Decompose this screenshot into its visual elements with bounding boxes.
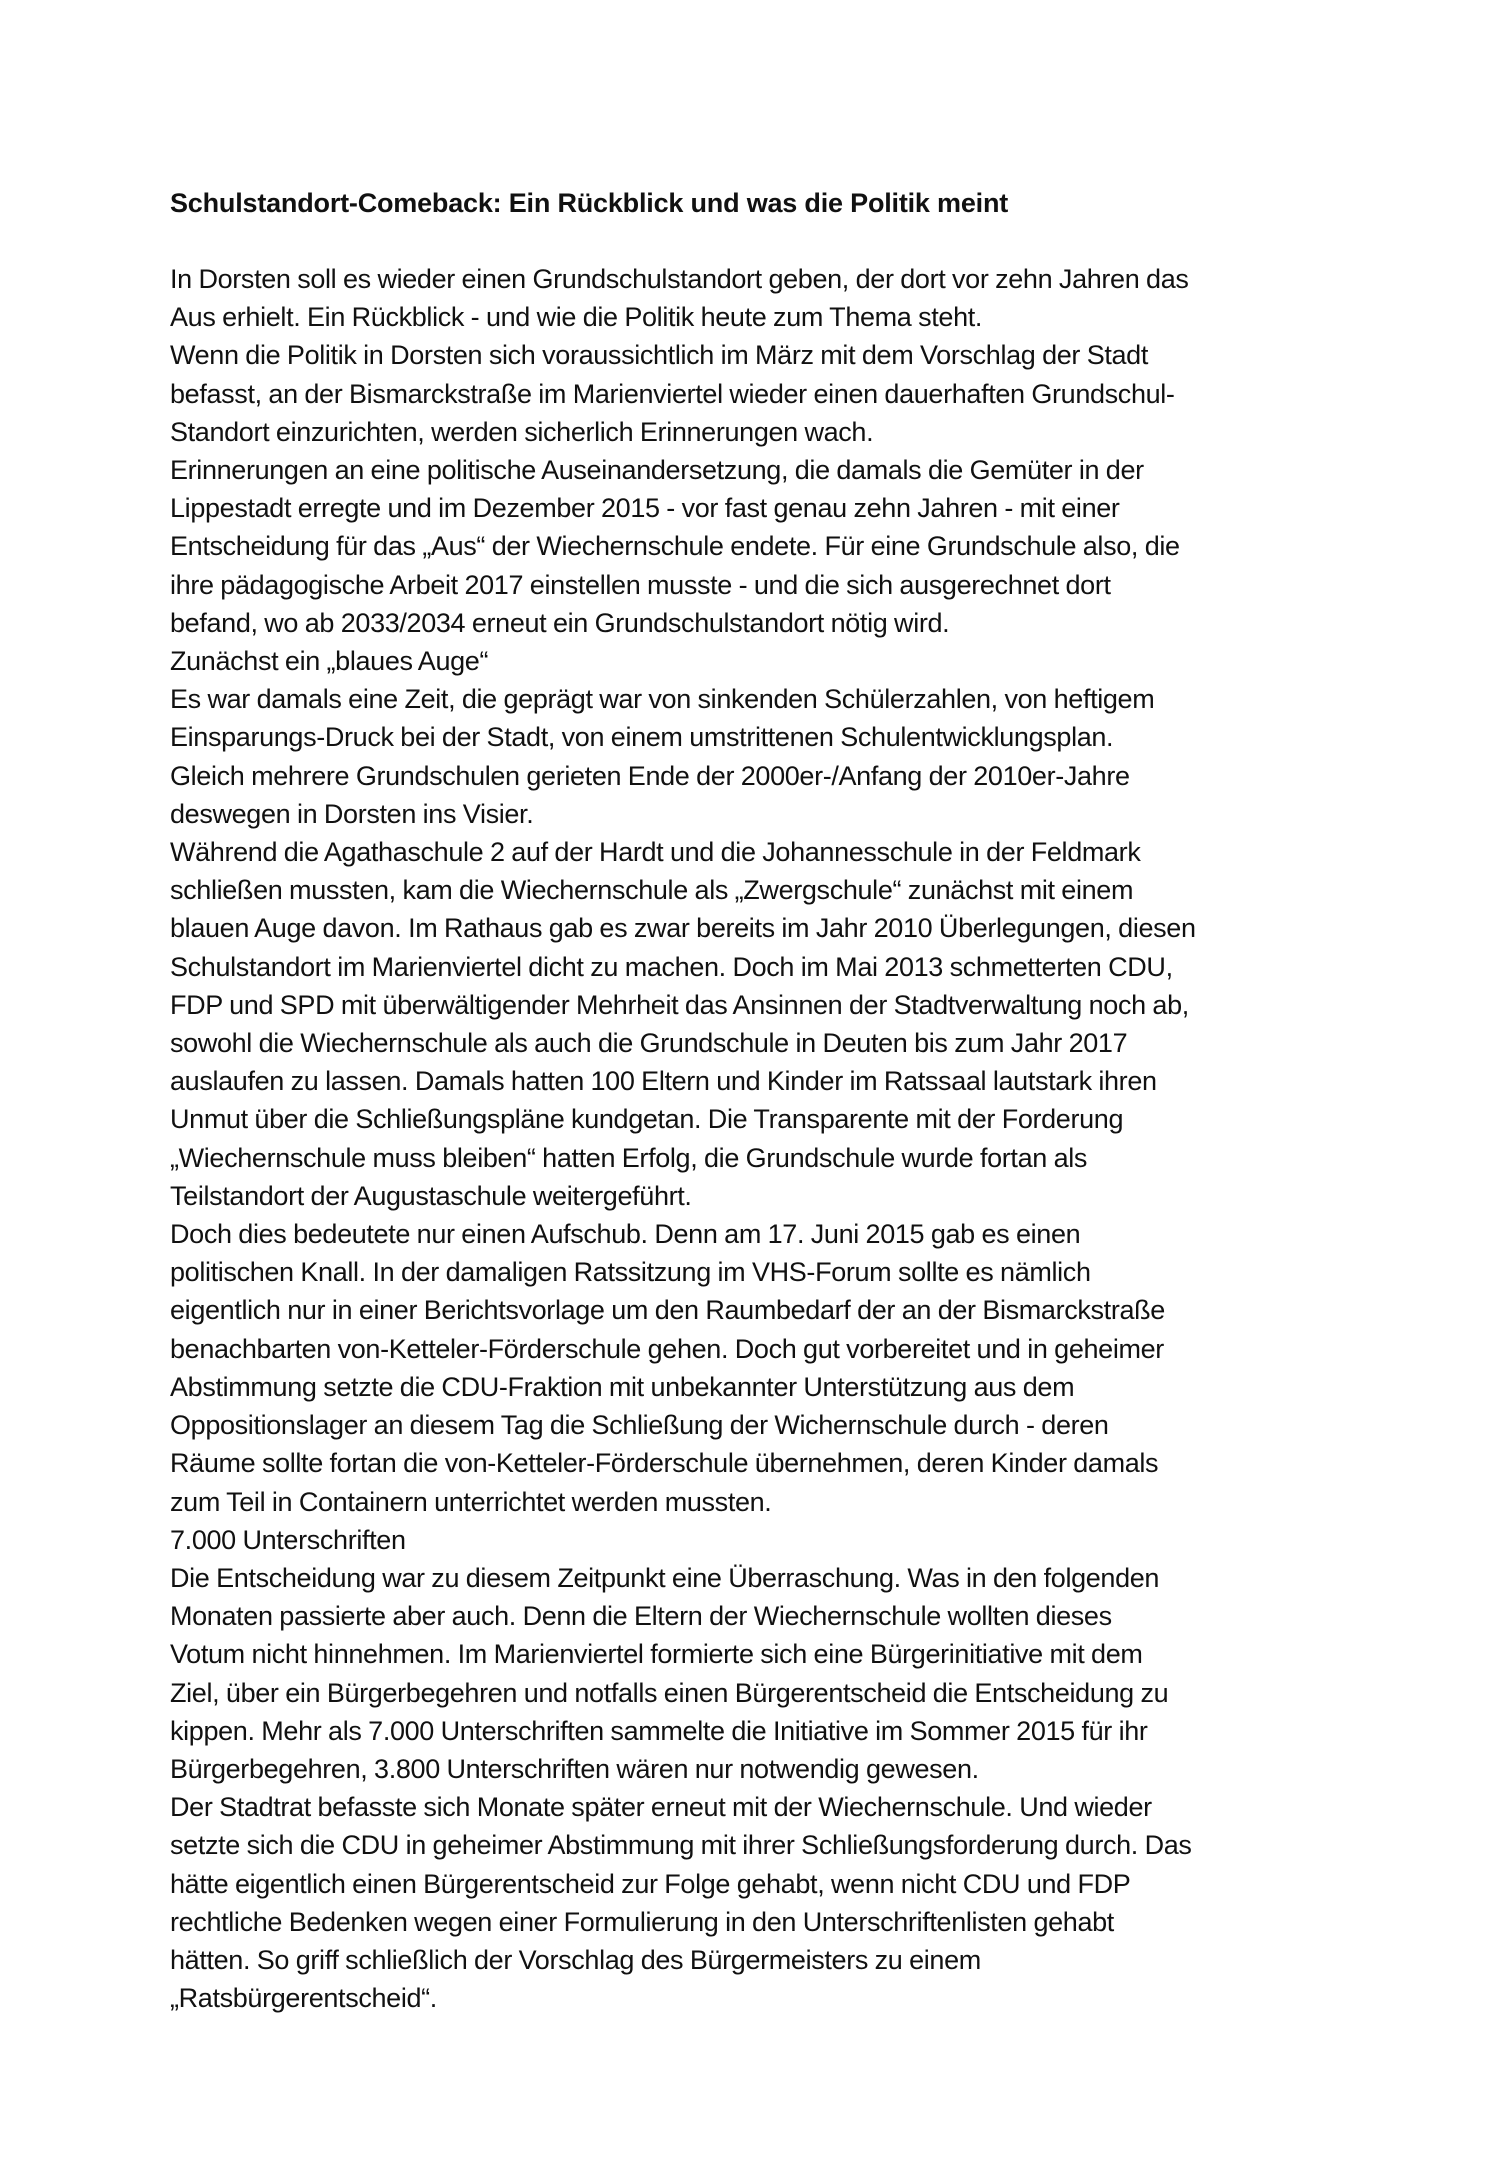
body-line: blauen Auge davon. Im Rathaus gab es zwar bereits im Jahr 2010 Überlegungen, diesen <box>170 913 1196 944</box>
body-line: auslaufen zu lassen. Damals hatten 100 Eltern und Kinder im Ratssaal lautstark ihren <box>170 1066 1157 1097</box>
body-line: Erinnerungen an eine politische Auseinandersetzung, die damals die Gemüter in der <box>170 455 1144 486</box>
body-line: Abstimmung setzte die CDU-Fraktion mit unbekannter Unterstützung aus dem <box>170 1371 1075 1402</box>
document-title: Schulstandort-Comeback: Ein Rückblick und was die Politik meint <box>170 188 1009 218</box>
body-line: hätte eigentlich einen Bürgerentscheid zur Folge gehabt, wenn nicht CDU und FDP <box>170 1868 1131 1899</box>
body-line: Teilstandort der Augustaschule weitergeführt. <box>170 1180 692 1211</box>
body-line: Wenn die Politik in Dorsten sich voraussichtlich im März mit dem Vorschlag der Stadt <box>170 340 1148 371</box>
body-line: Die Entscheidung war zu diesem Zeitpunkt eine Überraschung. Was in den folgenden <box>170 1562 1160 1593</box>
body-line: Doch dies bedeutete nur einen Aufschub. Denn am 17. Juni 2015 gab es einen <box>170 1219 1081 1250</box>
body-line: Zunächst ein „blaues Auge“ <box>170 646 489 677</box>
body-line: Votum nicht hinnehmen. Im Marienviertel formierte sich eine Bürgerinitiative mit dem <box>170 1639 1143 1670</box>
body-line: Der Stadtrat befasste sich Monate später erneut mit der Wiechernschule. Und wieder <box>170 1792 1152 1823</box>
body-line: Aus erhielt. Ein Rückblick - und wie die Politik heute zum Thema steht. <box>170 302 983 333</box>
body-line: kippen. Mehr als 7.000 Unterschriften sammelte die Initiative im Sommer 2015 für ihr <box>170 1715 1148 1746</box>
body-line: schließen mussten, kam die Wiechernschule als „Zwergschule“ zunächst mit einem <box>170 875 1134 906</box>
body-line: Bürgerbegehren, 3.800 Unterschriften wären nur notwendig gewesen. <box>170 1753 979 1784</box>
body-line: Unmut über die Schließungspläne kundgetan. Die Transparente mit der Forderung <box>170 1104 1124 1135</box>
body-line: setzte sich die CDU in geheimer Abstimmung mit ihrer Schließungsforderung durch. Das <box>170 1830 1192 1861</box>
body-line: befand, wo ab 2033/2034 erneut ein Grundschulstandort nötig wird. <box>170 607 950 638</box>
body-line: 7.000 Unterschriften <box>170 1524 406 1555</box>
body-line: „Ratsbürgerentscheid“. <box>170 1983 437 2014</box>
body-line: Lippestadt erregte und im Dezember 2015 - vor fast genau zehn Jahren - mit einer <box>170 493 1120 524</box>
body-line: Während die Agathaschule 2 auf der Hardt und die Johannesschule in der Feldmark <box>170 837 1141 868</box>
body-line: Einsparungs-Druck bei der Stadt, von einem umstrittenen Schulentwicklungsplan. <box>170 722 1114 753</box>
body-line: „Wiechernschule muss bleiben“ hatten Erfolg, die Grundschule wurde fortan als <box>170 1142 1088 1173</box>
body-line: sowohl die Wiechernschule als auch die Grundschule in Deuten bis zum Jahr 2017 <box>170 1028 1128 1059</box>
body-line: Entscheidung für das „Aus“ der Wiechernschule endete. Für eine Grundschule also, die <box>170 531 1180 562</box>
body-line: Räume sollte fortan die von-Ketteler-Förderschule übernehmen, deren Kinder damals <box>170 1448 1159 1479</box>
body-line: In Dorsten soll es wieder einen Grundschulstandort geben, der dort vor zehn Jahren das <box>170 264 1189 294</box>
body-line: eigentlich nur in einer Berichtsvorlage um den Raumbedarf der an der Bismarckstraße <box>170 1295 1165 1326</box>
body-line: Es war damals eine Zeit, die geprägt war von sinkenden Schülerzahlen, von heftigem <box>170 684 1155 715</box>
body-line: hätten. So griff schließlich der Vorschlag des Bürgermeisters zu einem <box>170 1944 981 1975</box>
body-line: ihre pädagogische Arbeit 2017 einstellen musste - und die sich ausgerechnet dort <box>170 569 1111 600</box>
body-line: Ziel, über ein Bürgerbegehren und notfalls einen Bürgerentscheid die Entscheidung zu <box>170 1677 1169 1708</box>
body-line: Gleich mehrere Grundschulen gerieten Ende der 2000er-/Anfang der 2010er-Jahre <box>170 760 1130 791</box>
body-line: Standort einzurichten, werden sicherlich Erinnerungen wach. <box>170 416 874 447</box>
document-body <box>170 260 1370 2017</box>
body-line: benachbarten von-Ketteler-Förderschule gehen. Doch gut vorbereitet und in geheimer <box>170 1333 1164 1364</box>
body-line: deswegen in Dorsten ins Visier. <box>170 798 534 829</box>
body-line: zum Teil in Containern unterrichtet werden mussten. <box>170 1486 772 1517</box>
body-line: politischen Knall. In der damaligen Ratssitzung im VHS-Forum sollte es nämlich <box>170 1257 1091 1288</box>
document-page <box>170 184 1370 2017</box>
body-line: befasst, an der Bismarckstraße im Marienviertel wieder einen dauerhaften Grundschul- <box>170 378 1175 409</box>
body-line: FDP und SPD mit überwältigender Mehrheit das Ansinnen der Stadtverwaltung noch ab, <box>170 989 1189 1020</box>
body-line: Monaten passierte aber auch. Denn die Eltern der Wiechernschule wollten dieses <box>170 1601 1112 1632</box>
body-line: rechtliche Bedenken wegen einer Formulierung in den Unterschriftenlisten gehabt <box>170 1906 1114 1937</box>
body-line: Schulstandort im Marienviertel dicht zu machen. Doch im Mai 2013 schmetterten CDU, <box>170 951 1173 982</box>
body-line: Oppositionslager an diesem Tag die Schließung der Wichernschule durch - deren <box>170 1410 1109 1441</box>
